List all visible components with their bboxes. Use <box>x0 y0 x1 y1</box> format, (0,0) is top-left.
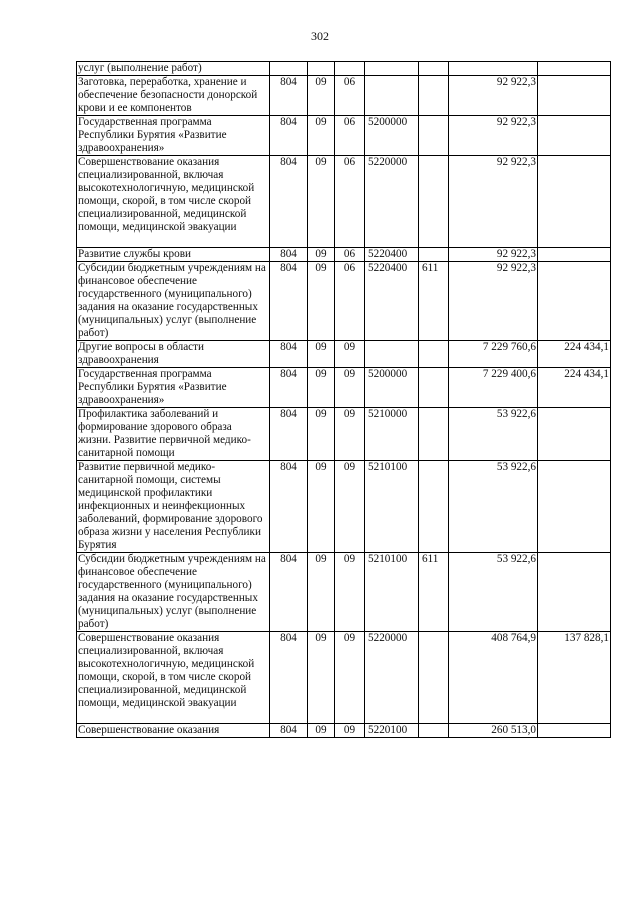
target-article-code: 5200000 <box>365 368 419 408</box>
amount-federal: 137 828,1 <box>538 632 611 724</box>
expense-type-code <box>419 461 449 553</box>
ministry-code: 804 <box>270 76 308 116</box>
amount-total: 92 922,3 <box>449 156 538 248</box>
target-article-code: 5200000 <box>365 116 419 156</box>
target-article-code: 5220400 <box>365 248 419 262</box>
table-row <box>77 76 611 116</box>
row-name: Субсидии бюджетным учреждениям на финансовое обеспечение государственного (муниципального) задания на оказание государственных (муниципальных) услуг (выполнение работ) <box>77 553 270 632</box>
row-name: Субсидии бюджетным учреждениям на финансовое обеспечение государственного (муниципального) задания на оказание государственных (муниципальных) услуг (выполнение работ) <box>77 262 270 341</box>
amount-total: 53 922,6 <box>449 408 538 461</box>
target-article-code <box>365 62 419 76</box>
row-name: Совершенствование оказания <box>77 724 270 738</box>
section-code <box>308 62 335 76</box>
ministry-code: 804 <box>270 341 308 368</box>
table-row <box>77 341 611 368</box>
amount-total: 408 764,9 <box>449 632 538 724</box>
table-row <box>77 724 611 738</box>
table-row <box>77 116 611 156</box>
amount-federal <box>538 156 611 248</box>
budget-table <box>76 61 611 738</box>
subsection-code: 06 <box>335 116 365 156</box>
section-code: 09 <box>308 368 335 408</box>
expense-type-code <box>419 368 449 408</box>
table-row <box>77 408 611 461</box>
amount-total: 7 229 760,6 <box>449 341 538 368</box>
amount-total: 92 922,3 <box>449 116 538 156</box>
target-article-code: 5220100 <box>365 724 419 738</box>
subsection-code: 09 <box>335 341 365 368</box>
target-article-code: 5210100 <box>365 461 419 553</box>
ministry-code: 804 <box>270 461 308 553</box>
row-name: Другие вопросы в области здравоохранения <box>77 341 270 368</box>
amount-federal <box>538 116 611 156</box>
table-row <box>77 62 611 76</box>
amount-total: 7 229 400,6 <box>449 368 538 408</box>
expense-type-code <box>419 724 449 738</box>
table-row <box>77 368 611 408</box>
table-row <box>77 156 611 248</box>
amount-federal: 224 434,1 <box>538 368 611 408</box>
section-code: 09 <box>308 262 335 341</box>
subsection-code: 09 <box>335 724 365 738</box>
subsection-code: 09 <box>335 408 365 461</box>
amount-total: 53 922,6 <box>449 553 538 632</box>
table-row <box>77 553 611 632</box>
section-code: 09 <box>308 248 335 262</box>
amount-federal <box>538 724 611 738</box>
row-name: Совершенствование оказания специализированной, включая высокотехнологичную, медицинской помощи, скорой, в том числе скорой специализированной, медицинской помощи, медицинской эвакуации <box>77 156 270 248</box>
amount-federal: 224 434,1 <box>538 341 611 368</box>
section-code: 09 <box>308 461 335 553</box>
table-row <box>77 262 611 341</box>
section-code: 09 <box>308 341 335 368</box>
expense-type-code: 611 <box>419 262 449 341</box>
amount-federal <box>538 62 611 76</box>
expense-type-code <box>419 116 449 156</box>
subsection-code: 06 <box>335 76 365 116</box>
expense-type-code <box>419 408 449 461</box>
row-name: Развитие первичной медико-санитарной помощи, системы медицинской профилактики инфекционных и неинфекционных заболеваний, формирование здорового образа жизни у населения Республики Бурятия <box>77 461 270 553</box>
amount-total: 260 513,0 <box>449 724 538 738</box>
budget-table-body <box>77 62 611 738</box>
ministry-code <box>270 62 308 76</box>
section-code: 09 <box>308 156 335 248</box>
target-article-code: 5220000 <box>365 156 419 248</box>
subsection-code: 09 <box>335 632 365 724</box>
ministry-code: 804 <box>270 724 308 738</box>
amount-total: 92 922,3 <box>449 262 538 341</box>
subsection-code: 06 <box>335 248 365 262</box>
section-code: 09 <box>308 724 335 738</box>
target-article-code: 5210100 <box>365 553 419 632</box>
amount-federal <box>538 76 611 116</box>
ministry-code: 804 <box>270 262 308 341</box>
section-code: 09 <box>308 632 335 724</box>
section-code: 09 <box>308 408 335 461</box>
section-code: 09 <box>308 76 335 116</box>
amount-federal <box>538 262 611 341</box>
subsection-code: 06 <box>335 156 365 248</box>
ministry-code: 804 <box>270 248 308 262</box>
target-article-code <box>365 341 419 368</box>
row-name: Государственная программа Республики Бурятия «Развитие здравоохранения» <box>77 116 270 156</box>
row-name: услуг (выполнение работ) <box>77 62 270 76</box>
expense-type-code <box>419 62 449 76</box>
table-row <box>77 461 611 553</box>
row-name: Развитие службы крови <box>77 248 270 262</box>
subsection-code: 09 <box>335 553 365 632</box>
ministry-code: 804 <box>270 116 308 156</box>
table-row <box>77 248 611 262</box>
amount-federal <box>538 408 611 461</box>
target-article-code: 5220000 <box>365 632 419 724</box>
ministry-code: 804 <box>270 156 308 248</box>
ministry-code: 804 <box>270 632 308 724</box>
target-article-code: 5220400 <box>365 262 419 341</box>
expense-type-code <box>419 76 449 116</box>
expense-type-code <box>419 632 449 724</box>
expense-type-code <box>419 341 449 368</box>
row-name: Совершенствование оказания специализированной, включая высокотехнологичную, медицинской помощи, скорой, в том числе скорой специализированной, медицинской помощи, медицинской эвакуации <box>77 632 270 724</box>
subsection-code: 09 <box>335 461 365 553</box>
page-number: 302 <box>311 29 329 43</box>
amount-federal <box>538 248 611 262</box>
amount-federal <box>538 553 611 632</box>
subsection-code <box>335 62 365 76</box>
amount-total <box>449 62 538 76</box>
amount-total: 92 922,3 <box>449 76 538 116</box>
ministry-code: 804 <box>270 408 308 461</box>
table-row <box>77 632 611 724</box>
row-name: Заготовка, переработка, хранение и обеспечение безопасности донорской крови и ее компонентов <box>77 76 270 116</box>
section-code: 09 <box>308 553 335 632</box>
subsection-code: 09 <box>335 368 365 408</box>
subsection-code: 06 <box>335 262 365 341</box>
row-name: Государственная программа Республики Бурятия «Развитие здравоохранения» <box>77 368 270 408</box>
target-article-code <box>365 76 419 116</box>
ministry-code: 804 <box>270 553 308 632</box>
target-article-code: 5210000 <box>365 408 419 461</box>
amount-total: 92 922,3 <box>449 248 538 262</box>
expense-type-code <box>419 248 449 262</box>
amount-federal <box>538 461 611 553</box>
row-name: Профилактика заболеваний и формирование здорового образа жизни. Развитие первичной медико-санитарной помощи <box>77 408 270 461</box>
expense-type-code <box>419 156 449 248</box>
section-code: 09 <box>308 116 335 156</box>
amount-total: 53 922,6 <box>449 461 538 553</box>
ministry-code: 804 <box>270 368 308 408</box>
expense-type-code: 611 <box>419 553 449 632</box>
